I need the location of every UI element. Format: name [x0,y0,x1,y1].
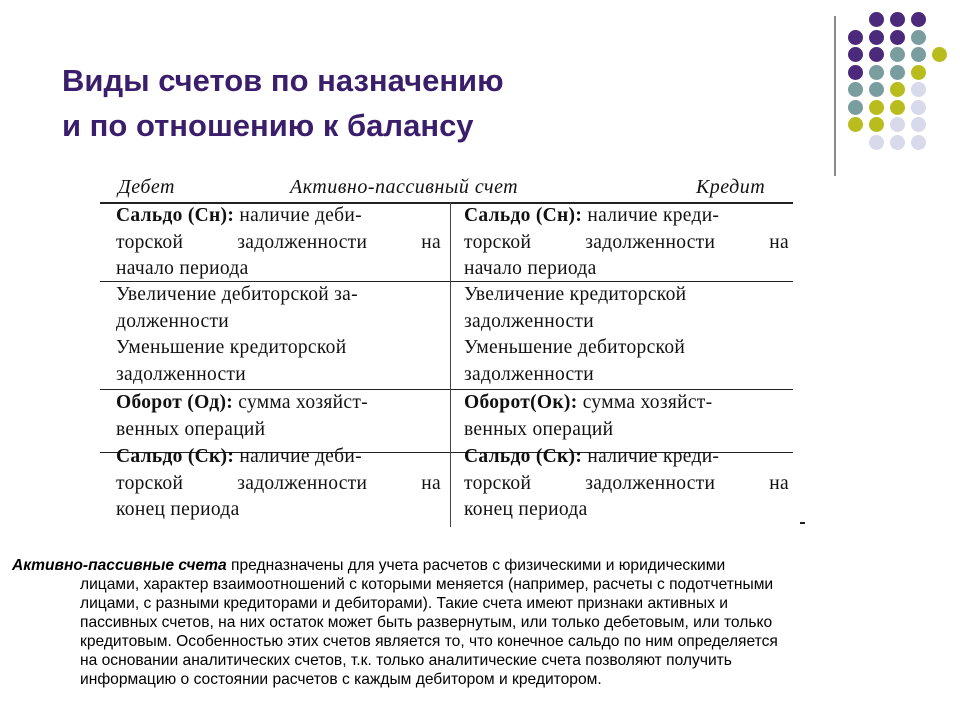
credit-opening-balance [464,203,789,283]
debit-opening-balance [116,203,441,283]
cell-text: торской [116,231,184,253]
cell-text: сумма хозяйст- [238,392,368,413]
t-account-figure [100,172,805,527]
cell-text: на [421,231,441,253]
cell-text: наличие деби- [239,446,362,467]
cell-text: Уменьшение кредиторской [116,337,347,358]
cell-text: венных операций [464,418,614,440]
cell-text: задолженности [585,231,716,253]
cell-text: на [769,472,789,494]
debit-changes [116,282,441,388]
decorative-dot [890,82,905,97]
cell-text: Уменьшение дебиторской [464,337,686,358]
turnover-label: Оборот (Од): [116,392,234,413]
debit-closing-balance [116,444,441,524]
decorative-dot-grid [848,12,952,156]
credit-closing-balance [464,444,789,524]
cell-text: задолженности [237,472,368,494]
decorative-dot [890,12,905,27]
decorative-dot [911,117,926,132]
cell-text: начало периода [116,258,249,279]
decorative-dot [848,47,863,62]
decorative-dot [911,65,926,80]
header-credit: Кредит [696,176,766,198]
cell-text: наличие креди- [587,205,720,226]
cell-text: торской [464,472,532,494]
title-line-1: Виды счетов по назначению [62,63,504,98]
decorative-dot [869,117,884,132]
cell-text: наличие деби- [239,205,362,226]
cell-text: Увеличение кредиторской [464,284,687,305]
balance-label: Сальдо (Ск): [464,446,583,467]
decorative-dot [869,47,884,62]
cell-text: задолженности [237,231,368,253]
t-account-header [100,176,790,202]
paragraph-text: кредитовым. Особенностью этих счетов является то, что конечное сальдо по ним определяется [80,633,778,650]
decorative-dot [848,117,863,132]
decorative-dot [848,100,863,115]
t-account-vertical-divider [450,202,451,527]
decorative-dot [869,100,884,115]
paragraph-text: лицами, с разными кредиторами и дебиторами). Такие счета имеют признаки активных и [80,595,728,612]
cell-text: долженности [116,310,230,332]
decorative-dot [890,30,905,45]
paragraph-text: лицами, характер взаимоотношений с которыми меняется (например, расчеты с подотчетными [80,576,774,593]
term-active-passive-accounts: Активно-пассивные счета [12,557,227,574]
cell-text: торской [464,231,532,253]
cell-text: венных операций [116,418,266,440]
decorative-dot [932,47,947,62]
decorative-dot [911,100,926,115]
credit-changes [464,282,789,388]
cell-text: задолженности [464,363,594,385]
decorative-dot [890,47,905,62]
turnover-label: Оборот(Ок): [464,392,578,413]
cell-text: Увеличение дебиторской за- [116,284,358,305]
decorative-dot [848,82,863,97]
decorative-dot [869,12,884,27]
cell-text: задолженности [464,310,594,332]
header-account-title: Активно-пассивный счет [290,176,519,198]
cell-text: на [769,231,789,253]
cell-text: конец периода [116,499,240,520]
header-debit: Дебет [118,176,175,198]
slide-title [62,58,802,148]
scan-mark [800,522,805,524]
decorative-dot [911,47,926,62]
paragraph-text: пассивных счетов, на них остаток может быть развернутым, или только дебетовым, или только [80,614,773,631]
balance-label: Сальдо (Сн): [116,205,235,226]
decorative-dot [911,82,926,97]
decorative-dot [869,65,884,80]
decorative-dot [890,100,905,115]
decorative-dot [848,30,863,45]
decorative-dot [869,135,884,150]
debit-turnover [116,390,441,443]
decorative-vertical-rule [834,16,836,176]
balance-label: Сальдо (Сн): [464,205,583,226]
paragraph-text: предназначены для учета расчетов с физическими и юридическими [226,557,726,574]
description-paragraph [12,556,952,689]
cell-text: конец периода [464,499,588,520]
decorative-dot [911,135,926,150]
credit-turnover [464,390,789,443]
cell-text: сумма хозяйст- [582,392,713,413]
decorative-dot [911,30,926,45]
decorative-dot [869,30,884,45]
cell-text: задолженности [585,472,716,494]
cell-text: на [421,472,441,494]
decorative-dot [911,12,926,27]
decorative-dot [848,65,863,80]
balance-label: Сальдо (Ск): [116,446,235,467]
decorative-dot [890,135,905,150]
decorative-dot [890,65,905,80]
title-line-2: и по отношению к балансу [62,108,474,143]
cell-text: торской [116,472,184,494]
decorative-dot [890,117,905,132]
cell-text: начало периода [464,258,597,279]
cell-text: наличие креди- [587,446,720,467]
paragraph-text: информацию о состоянии расчетов с каждым дебитором и кредитором. [80,671,602,688]
cell-text: задолженности [116,363,246,385]
paragraph-text: на основании аналитических счетов, т.к. только аналитические счета позволяют получить [80,652,732,669]
decorative-dot [869,82,884,97]
